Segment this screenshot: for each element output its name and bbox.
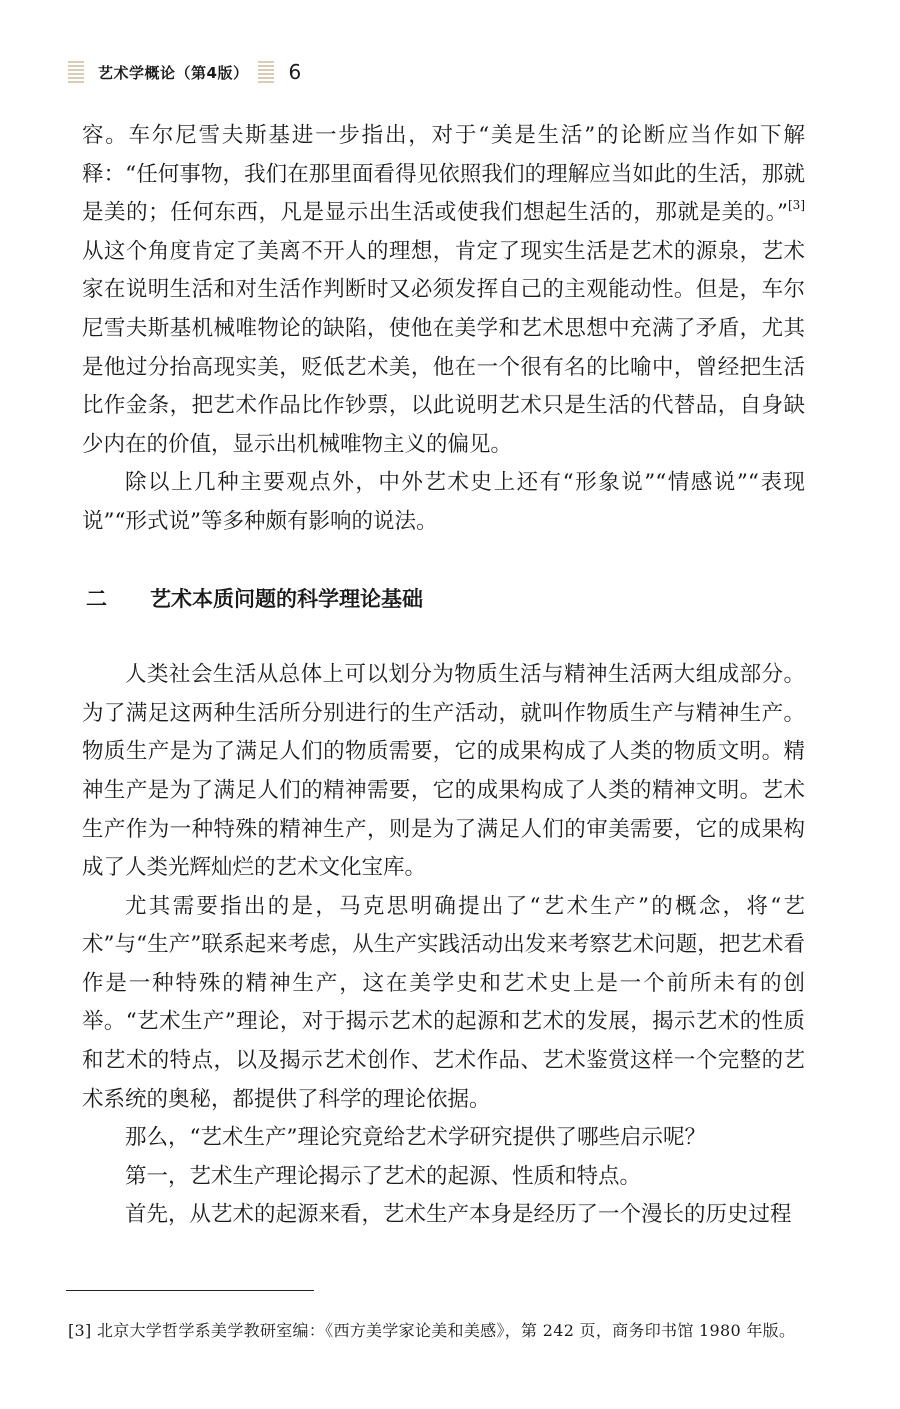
- body-text: [82, 117, 805, 1235]
- book-title: 艺术学概论（第4版）: [98, 63, 249, 82]
- paragraph-3: 人类社会生活从总体上可以划分为物质生活与精神生活两大组成部分。为了满足这两种生活所分别进行的生产活动，就叫作物质生产与精神生产。物质生产是为了满足人们的物质需要，它的成果构成了人类的物质文明。精神生产是为了满足人们的精神需要，它的成果构成了人类的精神文明。艺术生产作为一种特殊的精神生产，则是为了满足人们的审美需要，它的成果构成了人类光辉灿烂的艺术文化宝库。: [82, 662, 805, 881]
- paragraph-7: 首先，从艺术的起源来看，艺术生产本身是经历了一个漫长的历史过程: [125, 1202, 792, 1228]
- footnote-divider: [66, 1290, 314, 1291]
- paragraph-4: 尤其需要指出的是，马克思明确提出了“艺术生产”的概念，将“艺术”与“生产”联系起来考虑，从生产实践活动出发来考察艺术问题，把艺术看作是一种特殊的精神生产，这在美学史和艺术史上是一个前所未有的创举。“艺术生产”理论，对于揭示艺术的起源和艺术的发展，揭示艺术的性质和艺术的特点，以及揭示艺术创作、艺术作品、艺术鉴赏这样一个完整的艺术系统的奥秘，都提供了科学的理论依据。: [82, 893, 805, 1112]
- paragraph-2: 除以上几种主要观点外，中外艺术史上还有“形象说”“情感说”“表现说”“形式说”等多种颇有影响的说法。: [82, 470, 805, 534]
- footnote: [3] 北京大学哲学系美学教研室编：《西方美学家论美和美感》，第 242 页，商务印书馆 1980 年版。: [68, 1321, 796, 1340]
- section-number: 二: [86, 586, 107, 611]
- header-ornament-left: [68, 61, 84, 83]
- header-ornament-right: [258, 61, 274, 83]
- footnote-reference[interactable]: [3]: [788, 198, 805, 213]
- paragraph-1-text: 容。车尔尼雪夫斯基进一步指出，对于“美是生活”的论断应当作如下解释：“任何事物，我们在那里面看得见依照我们的理解应当如此的生活，那就是美的；任何东西，凡是显示出生活或使我们想起生活的，那就是美的。”: [82, 123, 805, 226]
- paragraph-1: [82, 117, 805, 464]
- page-number: 6: [288, 60, 302, 84]
- paragraph-1-continued: 从这个角度肯定了美离不开人的理想，肯定了现实生活是艺术的源泉，艺术家在说明生活和对生活作判断时又必须发挥自己的主观能动性。但是，车尔尼雪夫斯基机械唯物论的缺陷，使他在美学和艺术思想中充满了矛盾，尤其是他过分抬高现实美，贬低艺术美，他在一个很有名的比喻中，曾经把生活比作金条，把艺术作品比作钞票，以此说明艺术只是生活的代替品，自身缺少内在的价值，显示出机械唯物主义的偏见。: [82, 238, 805, 457]
- section-heading: [82, 580, 805, 619]
- section-title: 艺术本质问题的科学理论基础: [150, 586, 423, 611]
- paragraph-6: 第一，艺术生产理论揭示了艺术的起源、性质和特点。: [125, 1163, 642, 1189]
- running-header: [68, 60, 301, 84]
- paragraph-5: 那么，“艺术生产”理论究竟给艺术学研究提供了哪些启示呢？: [125, 1125, 706, 1151]
